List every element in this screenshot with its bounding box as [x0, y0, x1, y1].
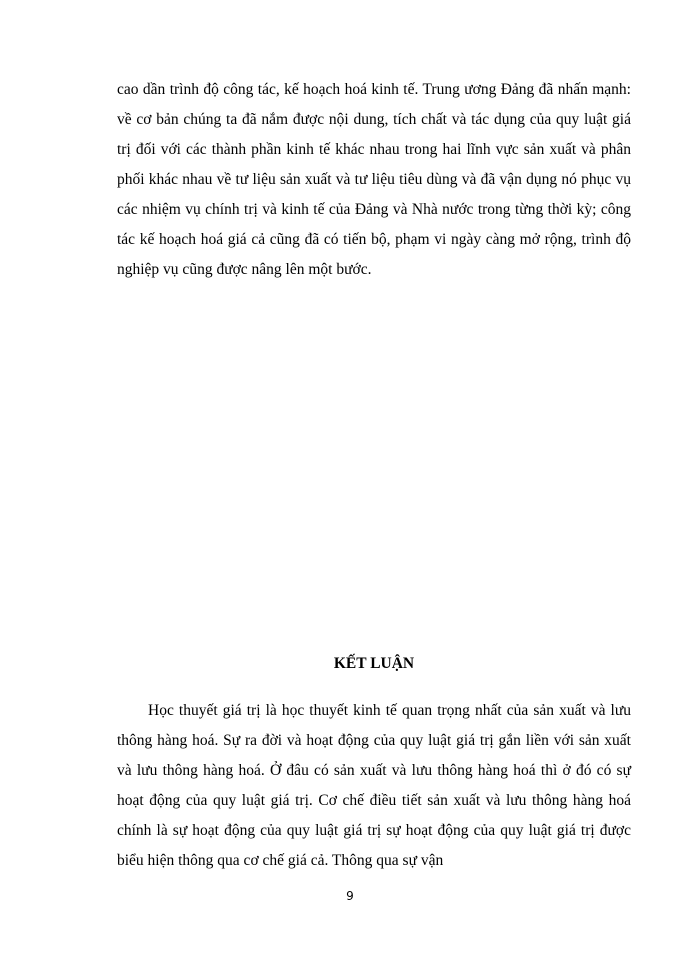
body-paragraph-conclusion: Học thuyết giá trị là học thuyết kinh tế quan trọng nhất của sản xuất và lưu thông hàng hoá. Sự ra đời và hoạt động của quy luật giá trị gắn liền với sản xuất và lưu thông hàng hoá. Ở đâu có sản xuất và lưu thông hàng hoá thì ở đó có sự hoạt động của quy luật giá trị. Cơ chế điều tiết sản xuất và lưu thông hàng hoá chính là sự hoạt động của quy luật giá trị sự hoạt động của quy luật giá trị được biểu hiện thông qua cơ chế giá cả. Thông qua sự vận	[117, 702, 631, 869]
body-paragraph-planning: cao dần trình độ công tác, kế hoạch hoá kinh tế. Trung ương Đảng đã nhấn mạnh: về cơ bản chúng ta đã nắm được nội dung, tích chất và tác dụng của quy luật giá trị đối với các thành phần kinh tế khác nhau trong hai lĩnh vực sản xuất và phân phối khác nhau về tư liệu sản xuất và tư liệu tiêu dùng và đã vận dụng nó phục vụ các nhiệm vụ chính trị và kinh tế của Đảng và Nhà nước trong từng thời kỳ; công tác kế hoạch hoá giá cả cũng đã có tiến bộ, phạm vi ngày càng mở rộng, trình độ nghiệp vụ cũng được nâng lên một bước.	[117, 81, 631, 278]
page-number: 9	[346, 889, 354, 903]
section-heading-conclusion: KẾT LUẬN	[333, 655, 415, 672]
